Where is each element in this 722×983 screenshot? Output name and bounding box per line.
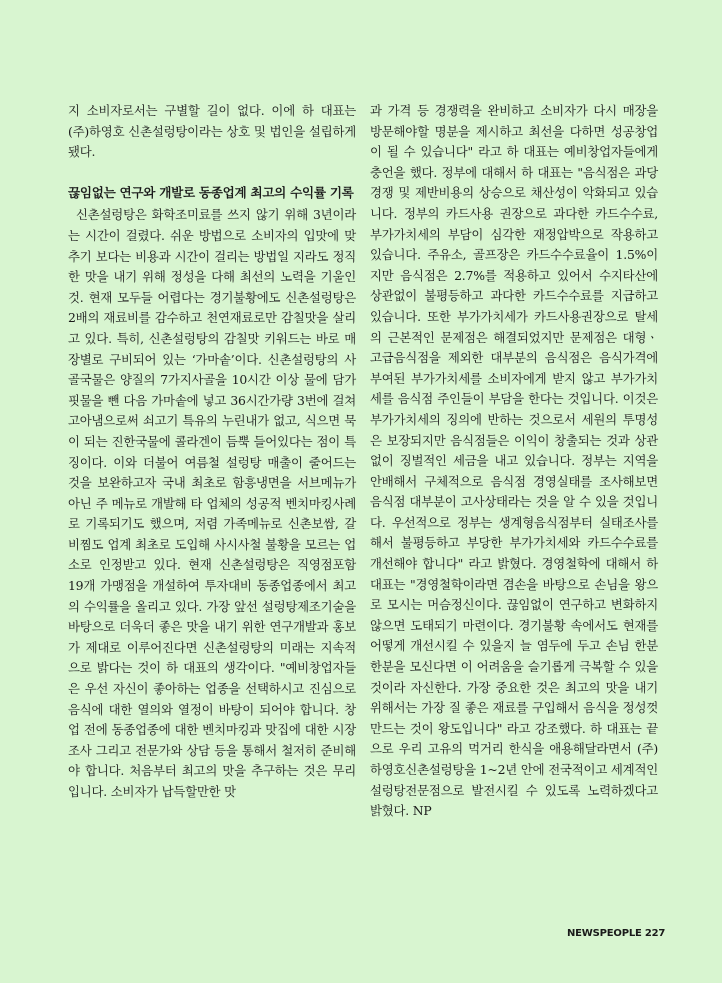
- section-subheading: 끊임없는 연구와 개발로 동종업계 최고의 수익률 기록: [68, 184, 354, 200]
- body-paragraph-continued: 과 가격 등 경쟁력을 완비하고 소비자가 다시 매장을 방문해야할 명분을 제시하고 최선을 다하면 성공창업이 될 수 있습니다" 라고 하 대표는 예비창업자들에게 충언을 했다. 정부에 대해서 하 대표는 "음식점은 과당경쟁 및 제반비용의 상승으로 채산성이 악화되고 있습니다. 정부의 카드사용 권장으로 과다한 카드수수료, 부가가치세의 부담이 심각한 재정압박으로 작용하고 있습니다. 주유소, 골프장은 카드수수료율이 1.5%이지만 음식점은 2.7%를 적용하고 있어서 수지타산에 상관없이 불평등하고 과다한 카드수수료를 지급하고 있습니다. 또한 부가가치세가 카드사용권장으로 탈세의 근본적인 문제점은 해결되었지만 문제점은 대형ㆍ고급음식점을 제외한 대부분의 음식점은 음식가격에 부여된 부가가치세를 소비자에게 받지 않고 부가가치세를 음식점 주인들이 부담을 한다는 것입니다. 이것은 부가가치세의 징의에 반하는 것으로서 세원의 투명성은 보장되지만 음식점들은 이익이 창출되는 것과 상관없이 징벌적인 세금을 내고 있습니다. 정부는 지역을 안배해서 구체적으로 음식점 경영실태를 조사해보면 음식점 대부분이 고사상태라는 것을 알 수 있을 것입니다. 우선적으로 정부는 생계형음식점부터 실태조사를 해서 불평등하고 부당한 부가가치세와 카드수수료를 개선해야 합니다" 라고 밝혔다. 경영철학에 대해서 하 대표는 "경영철학이라면 겸손을 바탕으로 손님을 왕으로 모시는 머슴정신이다. 끊임없이 연구하고 변화하지 않으면 도태되기 마련이다. 경기불황 속에서도 현재를 어떻게 개선시킬 수 있을지 늘 염두에 두고 손님 한분한분을 모신다면 이 어려움을 슬기롭게 극복할 수 있을 것이라 자신한다. 가장 중요한 것은 최고의 맛을 내기위해서는 가장 질 좋은 재료를 구입해서 음식을 정성껏 만드는 것이 왕도입니다" 라고 강조했다. 하 대표는 끝으로 우리 고유의 먹거리 한식을 애용해달라면서 (주)하영호신촌설렁탕을 1~2년 안에 전국적이고 세계적인 설렁탕전문점으로 발전시킬 수 있도록 노력하겠다고 밝혔다. NP: [370, 103, 658, 819]
- right-column: [370, 101, 658, 822]
- left-column: [68, 101, 356, 803]
- intro-paragraph: 지 소비자로서는 구별할 길이 없다. 이에 하 대표는 (주)하영호 신촌설렁탕이라는 상호 및 법인을 설립하게 됐다.: [68, 103, 356, 160]
- body-paragraph: 신촌설렁탕은 화학조미료를 쓰지 않기 위해 3년이라는 시간이 걸렸다. 쉬운 방법으로 소비자의 입맛에 맞추기 보다는 비용과 시간이 걸리는 방법일 지라도 정직한 맛을 내기 위해 정성을 다해 최선의 노력을 기울인 것. 현재 모두들 어렵다는 경기불황에도 신촌설렁탕은 2배의 재료비를 감수하고 천연재료로만 감칠맛을 살리고 있다. 특히, 신촌설렁탕의 감칠맛 키워드는 바로 매장별로 구비되어 있는 ‘가마솥’이다. 신촌설렁탕의 사골국물은 양질의 7가지사골을 10시간 이상 물에 담가 핏물을 뺀 다음 가마솥에 넣고 36시간가량 3번에 걸쳐 고아냄으로써 쇠고기 특유의 누린내가 없고, 식으면 묵이 되는 진한국물에 콜라겐이 듬뿍 들어있다는 점이 특징이다. 이와 더불어 여름철 설렁탕 매출이 줄어드는 것을 보완하고자 국내 최초로 함흥냉면을 서브메뉴가 아닌 주 메뉴로 개발해 타 업체의 성공적 벤치마킹사례로 기록되기도 했으며, 저렴 가족메뉴로 신촌보쌈, 갈비찜도 업계 최초로 도입해 사시사철 불황을 모르는 업소로 인정받고 있다. 현재 신촌설렁탕은 직영점포함 19개 가맹점을 개설하여 투자대비 동종업종에서 최고의 수익률을 올리고 있다. 가장 앞선 설렁탕제조기술을 바탕으로 더욱더 좋은 맛을 내기 위한 연구개발과 홍보가 제대로 이루어진다면 신촌설렁탕의 미래는 지속적으로 밝다는 것이 하 대표의 생각이다. "예비창업자들은 우선 자신이 좋아하는 업종을 선택하시고 진심으로 음식에 대한 열의와 열정이 바탕이 되어야 합니다. 창업 전에 동종업종에 대한 벤치마킹과 맛집에 대한 시장조사 그리고 전문가와 상담 등을 통해서 철저히 준비해야 합니다. 처음부터 최고의 맛을 추구하는 것은 무리입니다. 소비자가 납득할만한 맛: [68, 207, 356, 799]
- page-footer: NEWSPEOPLE 227: [567, 928, 666, 939]
